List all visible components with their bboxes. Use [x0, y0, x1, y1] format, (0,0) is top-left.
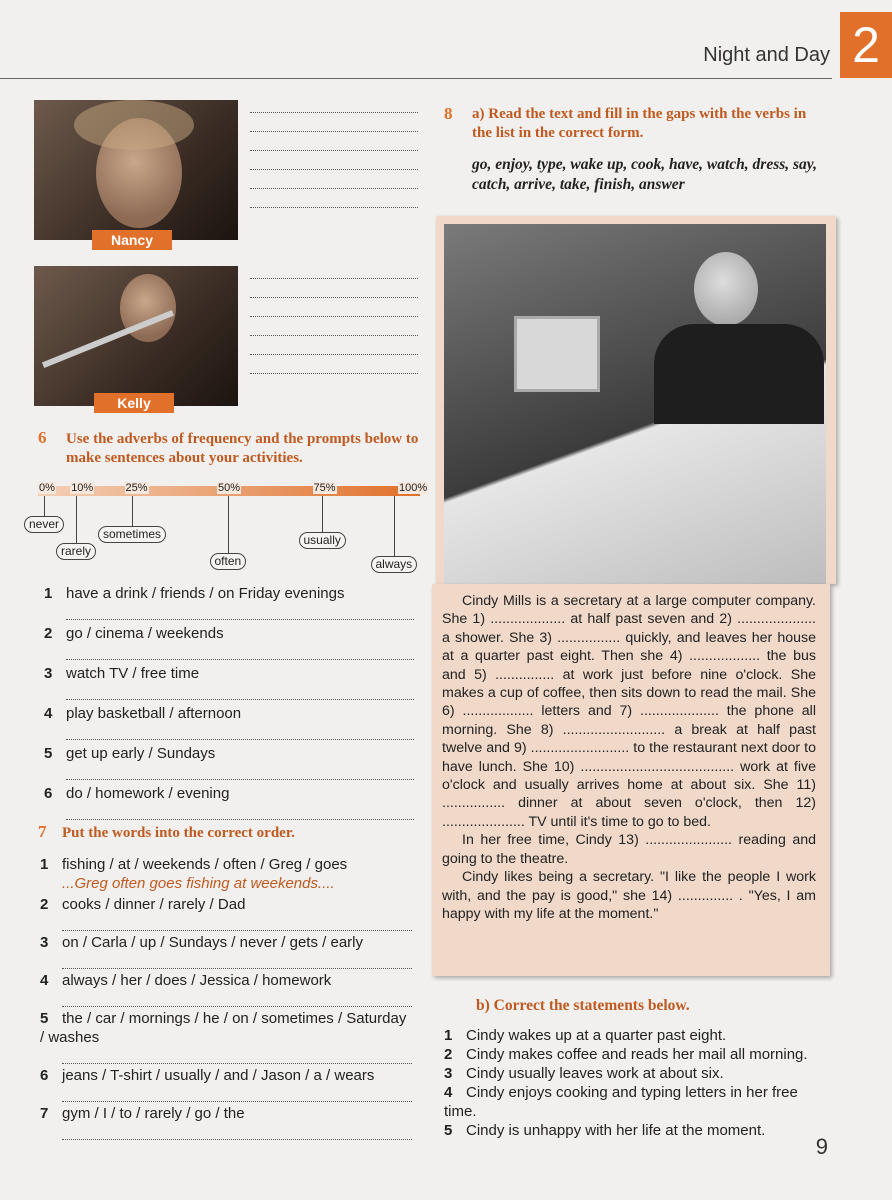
ex7-instruction: Put the words into the correct order. — [62, 825, 295, 841]
item-number: 6 — [40, 1067, 49, 1084]
item-number: 4 — [40, 972, 49, 989]
item-text: do / homework / evening — [66, 785, 230, 802]
item-text: cooks / dinner / rarely / Dad — [62, 896, 246, 913]
adverb-never: never — [24, 516, 64, 533]
statement — [444, 1026, 824, 1045]
item-number: 2 — [444, 1046, 453, 1063]
scale-tick-label: 0% — [39, 482, 55, 494]
ex6-item — [44, 584, 414, 603]
adverb-connector — [44, 496, 45, 516]
office-photo — [444, 224, 826, 584]
answer-line[interactable] — [62, 1049, 412, 1064]
cindy-text-box — [432, 584, 830, 976]
item-text: Cindy enjoys cooking and typing letters in her free time. — [444, 1084, 798, 1120]
item-text: have a drink / friends / on Friday evenings — [66, 585, 345, 602]
ex7-items — [40, 855, 412, 1142]
adverb-connector — [132, 496, 133, 526]
kelly-answer-lines[interactable] — [250, 278, 418, 392]
ex7-number: 7 — [38, 822, 47, 841]
ex8-instruction-a: a) Read the text and fill in the gaps with the verbs in the list in the correct form. — [472, 106, 807, 141]
ex7-item — [40, 1009, 412, 1047]
ex7-item — [40, 895, 412, 914]
answer-line[interactable] — [62, 1125, 412, 1140]
nancy-label: Nancy — [92, 230, 172, 250]
item-number: 4 — [444, 1084, 453, 1101]
nancy-answer-lines[interactable] — [250, 112, 418, 226]
ex6-item — [44, 664, 414, 683]
scale-tick-label: 100% — [399, 482, 428, 494]
item-text: Cindy is unhappy with her life at the moment. — [466, 1122, 766, 1139]
item-text: Cindy wakes up at a quarter past eight. — [466, 1027, 727, 1044]
nancy-photo — [34, 100, 238, 240]
answer-line[interactable] — [66, 685, 414, 700]
item-text: Cindy usually leaves work at about six. — [466, 1065, 724, 1082]
item-text: fishing / at / weekends / often / Greg / goes — [62, 856, 348, 873]
item-number: 3 — [44, 665, 53, 682]
item-text: go / cinema / weekends — [66, 625, 224, 642]
scale-tick-label: 25% — [125, 482, 148, 494]
item-number: 1 — [40, 856, 49, 873]
kelly-photo — [34, 266, 238, 406]
ex8-number: 8 — [444, 104, 453, 123]
cindy-paragraph-1: Cindy Mills is a secretary at a large computer company. She 1) ................... at half past seven and 2) .................... a shower. She 3) ................ quickly, and leaves her house at a quarter past eight. Then she 4) .................. the bus and 5) ............... at work just before nine o'clock. She makes a cup of coffee, then sits down to read the mail. She 6) .................. letters and 7) .................... the phone all morning. She 8) .......................... a break at half past twelve and 9) ......................... to the restaurant next door to have lunch. She 10) ....................................... work at five o'clock and usually arrives home at about six. She 11) ................ dinner at about seven o'clock, then 12) ..................... TV until it's time to go to bed. — [442, 593, 816, 830]
ex6-number: 6 — [38, 428, 47, 447]
ex7-item — [40, 1066, 412, 1085]
cindy-paragraph-2: In her free time, Cindy 13) ...................... reading and going to the theatre. — [442, 832, 816, 867]
scale-tick-label: 50% — [218, 482, 241, 494]
scale-tick-label: 10% — [71, 482, 94, 494]
item-number: 6 — [44, 785, 53, 802]
item-number: 1 — [444, 1027, 453, 1044]
adverb-connector — [76, 496, 77, 543]
item-number: 5 — [40, 1010, 49, 1027]
statement — [444, 1045, 824, 1064]
item-number: 3 — [40, 934, 49, 951]
item-text: watch TV / free time — [66, 665, 200, 682]
adverb-rarely: rarely — [56, 543, 96, 560]
verb-list: go, enjoy, type, wake up, cook, have, watch, dress, say, catch, arrive, take, finish, answer — [472, 156, 817, 193]
ex6-item — [44, 624, 414, 643]
adverb-connector — [228, 496, 229, 553]
cindy-paragraph-3: Cindy likes being a secretary. "I like the people I work with, and the pay is good," she 14) .............. . "Yes, I am happy with my life at the moment." — [442, 869, 816, 922]
item-text: get up early / Sundays — [66, 745, 216, 762]
ex6-item — [44, 744, 414, 763]
ex6-item — [44, 704, 414, 723]
answer-line[interactable] — [62, 916, 412, 931]
answer-line[interactable] — [62, 954, 412, 969]
kelly-label: Kelly — [94, 393, 174, 413]
item-text: play basketball / afternoon — [66, 705, 242, 722]
item-number: 5 — [444, 1122, 453, 1139]
ex7-item — [40, 971, 412, 990]
answer-line[interactable] — [66, 725, 414, 740]
header-rule — [0, 78, 832, 79]
item-text: gym / I / to / rarely / go / the — [62, 1105, 245, 1122]
chapter-title: Night and Day — [703, 44, 830, 66]
adverb-often: often — [210, 553, 247, 570]
item-number: 7 — [40, 1105, 49, 1122]
ex6-item — [44, 784, 414, 803]
item-text: Cindy makes coffee and reads her mail all morning. — [466, 1046, 808, 1063]
statement — [444, 1083, 824, 1121]
statement — [444, 1121, 824, 1140]
adverb-usually: usually — [299, 532, 346, 549]
adverb-connector — [322, 496, 323, 532]
ex6-instruction: Use the adverbs of frequency and the prompts below to make sentences about your activities. — [66, 431, 419, 466]
item-number: 2 — [44, 625, 53, 642]
item-number: 1 — [44, 585, 53, 602]
adverb-sometimes: sometimes — [98, 526, 166, 543]
cindy-text — [432, 584, 830, 923]
item-text: always / her / does / Jessica / homework — [62, 972, 332, 989]
ex6-items — [44, 584, 414, 824]
answer-line[interactable] — [66, 605, 414, 620]
ex7-item — [40, 933, 412, 952]
example-answer: ...Greg often goes fishing at weekends.... — [62, 875, 335, 892]
page-number: 9 — [815, 1134, 828, 1159]
answer-line[interactable] — [66, 805, 414, 820]
item-number: 5 — [44, 745, 53, 762]
answer-line[interactable] — [62, 992, 412, 1007]
answer-line[interactable] — [62, 1087, 412, 1102]
ex7-item — [40, 1104, 412, 1123]
adverb-always: always — [371, 556, 418, 573]
item-text: on / Carla / up / Sundays / never / gets / early — [62, 934, 363, 951]
ex7-item — [40, 855, 412, 874]
statement — [444, 1064, 824, 1083]
item-number: 3 — [444, 1065, 453, 1082]
item-text: the / car / mornings / he / on / sometimes / Saturday / washes — [40, 1010, 407, 1046]
item-number: 4 — [44, 705, 53, 722]
scale-tick-label: 75% — [313, 482, 336, 494]
office-photo-frame — [436, 216, 836, 584]
ex8-instruction-b: b) Correct the statements below. — [476, 997, 690, 1014]
unit-number: 2 — [840, 12, 892, 78]
item-number: 2 — [40, 896, 49, 913]
item-text: jeans / T-shirt / usually / and / Jason / a / wears — [62, 1067, 375, 1084]
answer-line[interactable] — [66, 645, 414, 660]
ex8-statements — [444, 1026, 824, 1140]
adverb-connector — [394, 496, 395, 556]
answer-line[interactable] — [66, 765, 414, 780]
